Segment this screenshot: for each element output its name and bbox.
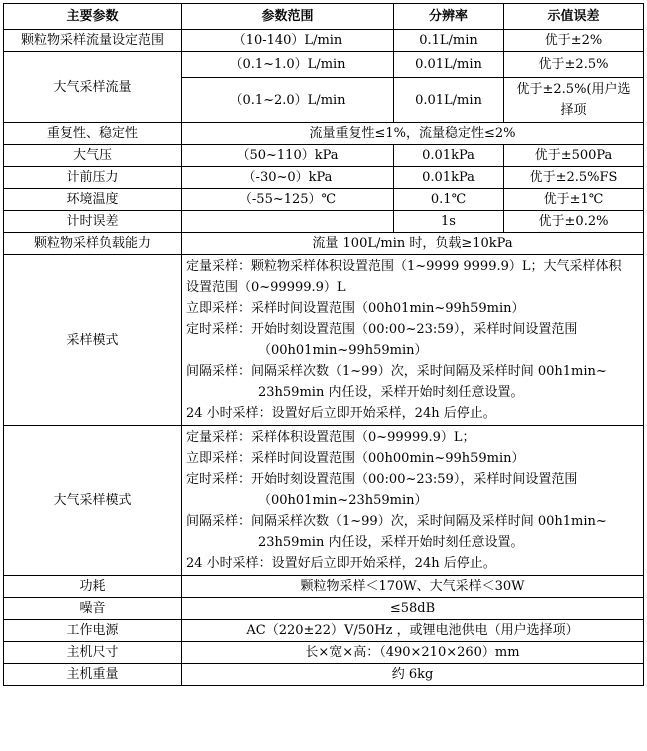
spec-table — [3, 3, 644, 686]
row-value: 约 6kg — [182, 664, 644, 686]
mode-line: （00h01min~99h59min） — [258, 343, 428, 358]
row-range: （0.1~1.0）L/min — [182, 52, 394, 78]
row-name: 噪音 — [4, 598, 182, 620]
row-range — [182, 211, 394, 233]
header-range: 参数范围 — [182, 4, 394, 30]
row-error: 优于±2.5% — [504, 52, 644, 78]
row-name: 主机尺寸 — [4, 642, 182, 664]
mode-line: 定时采样：开始时刻设置范围（00:00~23:59），采样时间设置范围 — [186, 322, 578, 337]
table-row — [4, 255, 644, 426]
mode-line: （00h01min~23h59min） — [258, 493, 428, 508]
row-name: 计前压力 — [4, 167, 182, 189]
row-name: 颗粒物采样流量设定范围 — [4, 30, 182, 52]
table-row — [4, 642, 644, 664]
header-resolution: 分辨率 — [394, 4, 504, 30]
mode-line: 23h59min 内任设，采样开始时刻任意设置。 — [258, 385, 524, 400]
row-error: 优于±1℃ — [504, 189, 644, 211]
mode-line: 立即采样：采样时间设置范围（00h01min~99h59min） — [186, 301, 525, 316]
header-error: 示值误差 — [504, 4, 644, 30]
row-name: 计时误差 — [4, 211, 182, 233]
row-resolution: 1s — [394, 211, 504, 233]
mode-line: 定量采样：颗粒物采样体积设置范围（1~9999 9999.9）L；大气采样体积 — [186, 259, 622, 274]
row-range: （-55~125）℃ — [182, 189, 394, 211]
mode-line: 定量采样：采样体积设置范围（0~99999.9）L； — [186, 430, 476, 445]
row-value: ≤58dB — [182, 598, 644, 620]
mode-line: 间隔采样：间隔采样次数（1~99）次，采时间隔及采样时间 00h1min~ — [186, 364, 607, 379]
row-name: 大气采样流量 — [4, 52, 182, 123]
row-name: 大气采样模式 — [4, 426, 182, 576]
mode-text — [182, 255, 644, 426]
table-row — [4, 123, 644, 145]
row-value: 颗粒物采样＜170W、大气采样＜30W — [182, 576, 644, 598]
row-range: （50~110）kPa — [182, 145, 394, 167]
row-range: （0.1~2.0）L/min — [182, 78, 394, 123]
mode-line: 立即采样：采样时间设置范围（00h00min~99h59min） — [186, 451, 525, 466]
row-range: （-30~0）kPa — [182, 167, 394, 189]
row-resolution: 0.01kPa — [394, 167, 504, 189]
error-line: 择项 — [560, 103, 587, 118]
header-row — [4, 4, 644, 30]
row-resolution: 0.01kPa — [394, 145, 504, 167]
mode-line: 定时采样：开始时刻设置范围（00:00~23:59），采样时间设置范围 — [186, 472, 578, 487]
table-row — [4, 620, 644, 642]
row-error — [504, 78, 644, 123]
row-resolution: 0.01L/min — [394, 78, 504, 123]
table-row — [4, 598, 644, 620]
error-line: 优于±2.5%(用户选 — [516, 82, 631, 97]
mode-text — [182, 426, 644, 576]
row-error: 优于±0.2% — [504, 211, 644, 233]
row-name: 大气压 — [4, 145, 182, 167]
mode-line: 23h59min 内任设，采样开始时刻任意设置。 — [258, 535, 524, 550]
table-row — [4, 52, 644, 78]
row-name: 采样模式 — [4, 255, 182, 426]
mode-line: 设置范围（0~99999.9）L — [186, 280, 346, 295]
table-row — [4, 211, 644, 233]
row-name: 工作电源 — [4, 620, 182, 642]
row-error: 优于±2.5%FS — [504, 167, 644, 189]
table-row — [4, 189, 644, 211]
table-row — [4, 576, 644, 598]
table-row — [4, 233, 644, 255]
table-row — [4, 426, 644, 576]
row-resolution: 0.1℃ — [394, 189, 504, 211]
row-name: 重复性、稳定性 — [4, 123, 182, 145]
row-resolution: 0.1L/min — [394, 30, 504, 52]
header-param: 主要参数 — [4, 4, 182, 30]
row-name: 主机重量 — [4, 664, 182, 686]
row-name: 环境温度 — [4, 189, 182, 211]
row-name: 颗粒物采样负载能力 — [4, 233, 182, 255]
mode-line: 24 小时采样：设置好后立即开始采样，24h 后停止。 — [186, 406, 496, 421]
row-range: （10-140）L/min — [182, 30, 394, 52]
row-value: 流量 100L/min 时，负载≥10kPa — [182, 233, 644, 255]
row-error: 优于±2% — [504, 30, 644, 52]
row-resolution: 0.01L/min — [394, 52, 504, 78]
row-value: 流量重复性≤1%，流量稳定性≤2% — [182, 123, 644, 145]
row-error: 优于±500Pa — [504, 145, 644, 167]
mode-line: 间隔采样：间隔采样次数（1~99）次，采时间隔及采样时间 00h1min~ — [186, 514, 607, 529]
table-row — [4, 145, 644, 167]
row-value: AC（220±22）V/50Hz ，或锂电池供电（用户选择项） — [182, 620, 644, 642]
table-row — [4, 30, 644, 52]
table-row — [4, 664, 644, 686]
row-name: 功耗 — [4, 576, 182, 598]
table-row — [4, 167, 644, 189]
row-value: 长×宽×高：（490×210×260）mm — [182, 642, 644, 664]
mode-line: 24 小时采样：设置好后立即开始采样，24h 后停止。 — [186, 556, 496, 571]
